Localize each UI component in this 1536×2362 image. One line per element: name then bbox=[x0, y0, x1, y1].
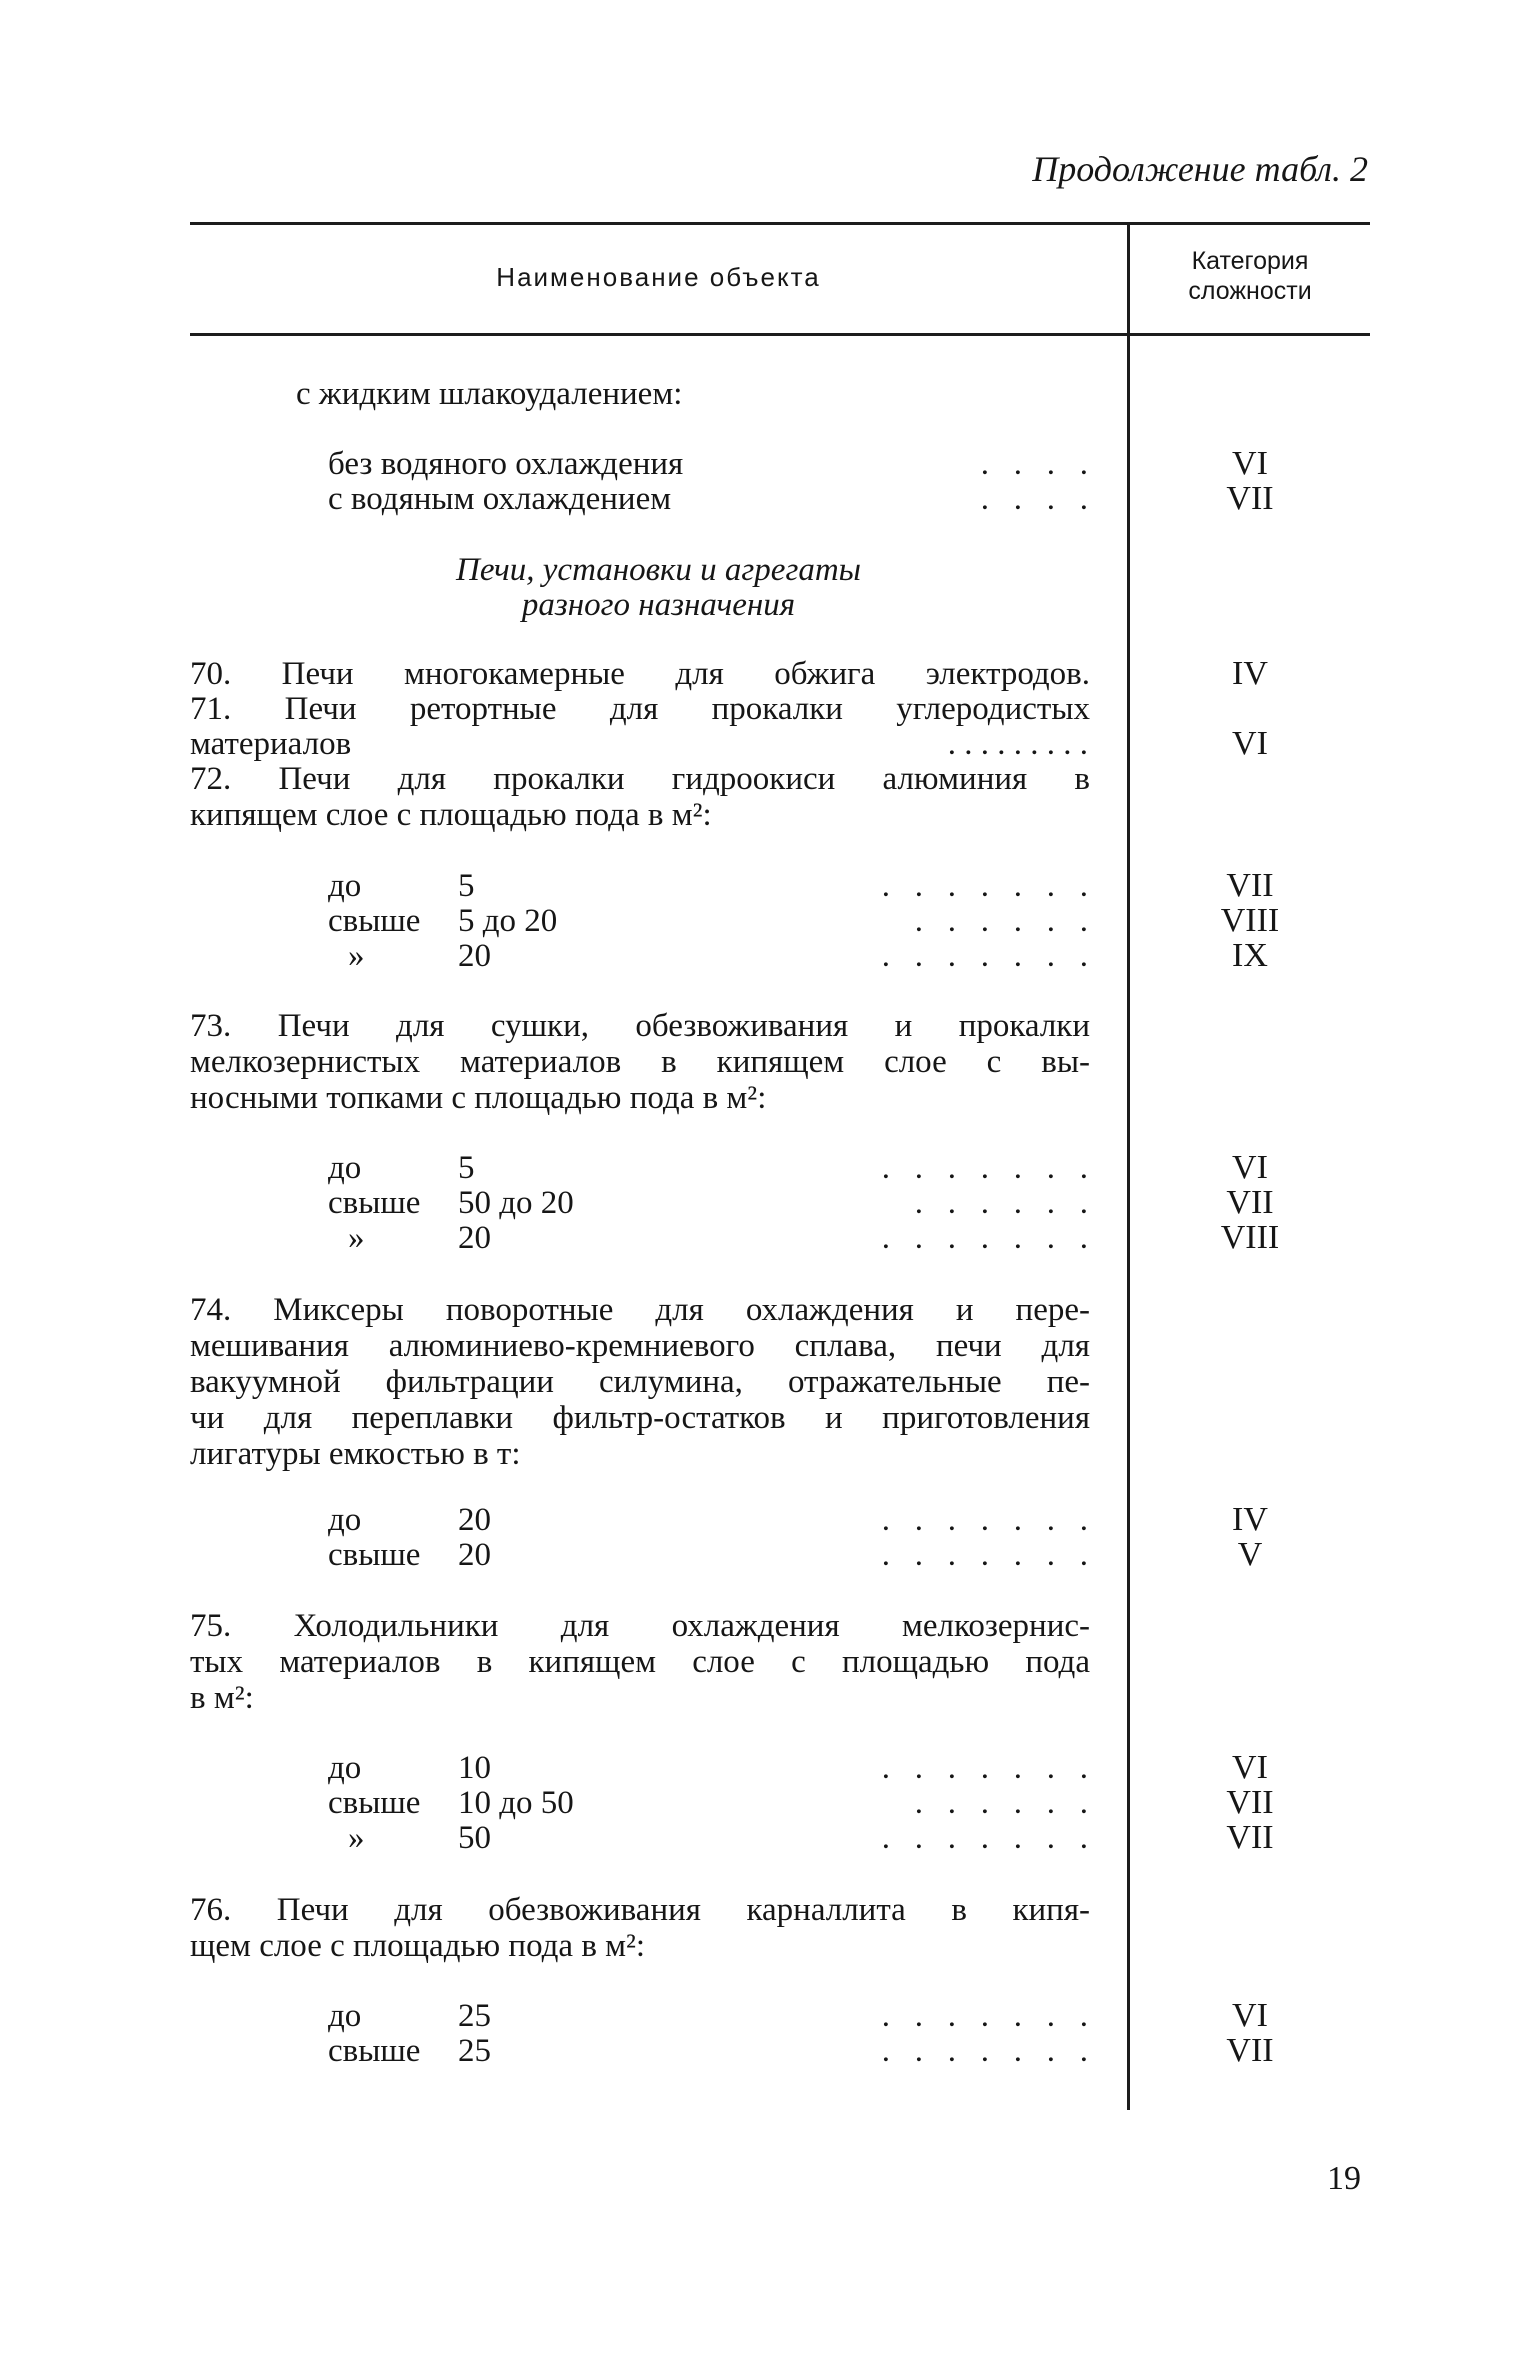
item-73-text: 73. Печи для сушки, обезвоживания и прокалки мелкозернистых материалов в кипящем слое с вы- носными топками с площадью пода в м²: bbox=[190, 1008, 1090, 1116]
category-value: VII bbox=[1226, 867, 1274, 904]
category-value: VII bbox=[1226, 1784, 1274, 1821]
row-label: до bbox=[328, 1750, 362, 1786]
leader-dots: . . . . . . bbox=[914, 1785, 1088, 1821]
category-value: VII bbox=[1226, 1819, 1274, 1856]
category-value: VIII bbox=[1220, 902, 1280, 939]
leader-dots: . . . . bbox=[980, 481, 1088, 517]
category-value: VI bbox=[1232, 445, 1268, 482]
row-label: свыше bbox=[328, 903, 421, 939]
row-value: 5 до 20 bbox=[458, 903, 558, 939]
item-70-text: 70. Печи многокамерные для обжига электродов. bbox=[190, 656, 1090, 692]
row-label: свыше bbox=[328, 1185, 421, 1221]
table-top-rule bbox=[190, 222, 1370, 225]
category-value: VII bbox=[1226, 480, 1274, 517]
leader-dots: . . . . . . . bbox=[881, 1150, 1088, 1186]
intro-heading: с жидким шлакоудалением: bbox=[296, 376, 683, 412]
column-header-category-line2: сложности bbox=[1188, 277, 1312, 305]
category-value: V bbox=[1237, 1536, 1263, 1573]
table-row bbox=[328, 1750, 1088, 1786]
category-value: VI bbox=[1232, 1997, 1268, 2034]
row-value: 20 bbox=[458, 938, 491, 974]
table-row bbox=[328, 938, 1088, 974]
category-value: VI bbox=[1232, 1749, 1268, 1786]
row-label: » bbox=[348, 938, 365, 974]
section-heading-line2: разного назначения bbox=[521, 587, 796, 623]
leader-dots: . . . . . . . bbox=[881, 938, 1088, 974]
row-value: 5 bbox=[458, 868, 475, 904]
category-value: VII bbox=[1226, 1184, 1274, 1221]
row-value: 20 bbox=[458, 1220, 491, 1256]
table-row bbox=[328, 1998, 1088, 2034]
leader-dots: . . . . . . . bbox=[881, 2033, 1088, 2069]
row-label: с водяным охлаждением bbox=[328, 481, 672, 517]
row-value: 20 bbox=[458, 1502, 491, 1538]
row-value: 25 bbox=[458, 2033, 491, 2069]
page-number: 19 bbox=[1327, 2160, 1361, 2197]
row-value: 50 до 20 bbox=[458, 1185, 574, 1221]
table-row bbox=[328, 1220, 1088, 1256]
category-value: VI bbox=[1232, 1149, 1268, 1186]
category-value: IX bbox=[1232, 937, 1268, 974]
section-heading-line1: Печи, установки и агрегаты bbox=[455, 552, 862, 588]
table-row bbox=[328, 1150, 1088, 1186]
table-row bbox=[328, 2033, 1088, 2069]
item-72-text: 72. Печи для прокалки гидроокиси алюминия в кипящем слое с площадью пода в м²: bbox=[190, 761, 1090, 833]
item-71-text-line2: материалов bbox=[190, 726, 352, 762]
category-value: VIII bbox=[1220, 1219, 1280, 1256]
row-label: без водяного охлаждения bbox=[328, 446, 684, 482]
row-label: свыше bbox=[328, 1785, 421, 1821]
leader-dots: . . . . . . bbox=[914, 903, 1088, 939]
leader-dots: . . . . . . . bbox=[881, 868, 1088, 904]
row-label: до bbox=[328, 1150, 362, 1186]
column-header-category-line1: Категория bbox=[1191, 247, 1309, 275]
table-row bbox=[328, 1185, 1088, 1221]
row-label: » bbox=[348, 1220, 365, 1256]
leader-dots: . . . . . . . bbox=[881, 1502, 1088, 1538]
leader-dots: . . . . . . . bbox=[881, 1820, 1088, 1856]
row-value: 20 bbox=[458, 1537, 491, 1573]
leader-dots: . . . . . . . bbox=[881, 1750, 1088, 1786]
column-header-name: Наименование объекта bbox=[496, 262, 821, 292]
item-70-category: IV bbox=[1232, 655, 1268, 692]
row-value: 5 bbox=[458, 1150, 475, 1186]
table-row bbox=[328, 868, 1088, 904]
row-value: 25 bbox=[458, 1998, 491, 2034]
table-continuation-caption: Продолжение табл. 2 bbox=[1032, 149, 1368, 189]
leader-dots: . . . . . . . bbox=[881, 1537, 1088, 1573]
leader-dots: . . . . . . . bbox=[881, 1220, 1088, 1256]
category-value: IV bbox=[1232, 1501, 1268, 1538]
table-row bbox=[328, 1502, 1088, 1538]
table-row bbox=[328, 481, 1088, 517]
table-row bbox=[328, 446, 1088, 482]
row-label: свыше bbox=[328, 2033, 421, 2069]
item-75-text: 75. Холодильники для охлаждения мелкозернис- тых материалов в кипящем слое с площадью пода в м²: bbox=[190, 1608, 1090, 1716]
leader-dots: . . . . . . . . . bbox=[947, 726, 1088, 762]
leader-dots: . . . . . . . bbox=[881, 1998, 1088, 2034]
row-label: свыше bbox=[328, 1537, 421, 1573]
leader-dots: . . . . . . bbox=[914, 1185, 1088, 1221]
table-row bbox=[328, 1537, 1088, 1573]
item-71-text: 71. Печи ретортные для прокалки углеродистых bbox=[190, 691, 1090, 727]
table-row bbox=[328, 1820, 1088, 1856]
table-row bbox=[328, 1785, 1088, 1821]
table-header-rule bbox=[190, 333, 1370, 336]
row-value: 10 bbox=[458, 1750, 491, 1786]
row-value: 50 bbox=[458, 1820, 491, 1856]
item-76-text: 76. Печи для обезвоживания карналлита в кипя- щем слое с площадью пода в м²: bbox=[190, 1892, 1090, 1964]
table-row bbox=[328, 903, 1088, 939]
leader-dots: . . . . bbox=[980, 446, 1088, 482]
category-value: VII bbox=[1226, 2032, 1274, 2069]
row-label: до bbox=[328, 868, 362, 904]
row-label: » bbox=[348, 1820, 365, 1856]
item-74-text: 74. Миксеры поворотные для охлаждения и пере- мешивания алюминиево-кремниевого сплава, печи для вакуумной фильтрации силумина, отражательные пе- чи для переплавки фильтр-остатков и приготовления лигатуры емкостью в т: bbox=[190, 1292, 1090, 1472]
row-label: до bbox=[328, 1502, 362, 1538]
item-71-category: VI bbox=[1232, 725, 1268, 762]
row-value: 10 до 50 bbox=[458, 1785, 574, 1821]
column-header-category bbox=[1130, 246, 1370, 306]
row-label: до bbox=[328, 1998, 362, 2034]
